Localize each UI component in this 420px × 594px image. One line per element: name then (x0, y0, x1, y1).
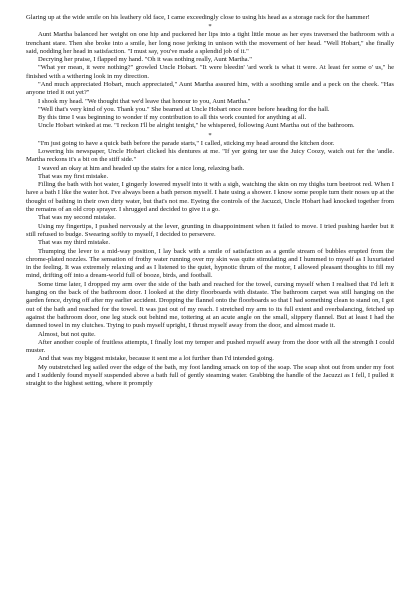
body-paragraph: "And much appreciated Hobart, much appreciated," Aunt Martha assured him, with a soothing smile and a peck on the cheek. "Has anyone tried it out yet?" (26, 80, 394, 97)
body-paragraph: That was my first mistake. (38, 172, 109, 180)
body-paragraph: Filling the bath with hot water, I gingerly lowered myself into it with a sigh, watching the skin on my thighs turn beetroot red. When I have a bath I like the water hot. I've always been a bath person myself. I hate using a shower. I know some people turn their noses up at the thought of bathing in their own dirty water, but that's not me. Eyeing the controls of the Jacuzzi, Uncle Hobart had knocked together from the remains of an old crop sprayer. I shrugged and decided to give it a go. (26, 181, 394, 214)
body-paragraph: Decrying her praise, I flapped my hand. "Oh it was nothing really, Aunt Martha." (38, 56, 252, 64)
body-paragraph: After another couple of fruitless attempts, I finally lost my temper and pushed myself away from the door with all the strength I could muster. (26, 338, 394, 355)
body-paragraph: "What yer mean, it were nothing?" growled Uncle Hobart. "It were bleedin' 'ard work is what it were. At least fer some o' us," he finished with a withering look in my direction. (26, 64, 394, 80)
body-paragraph: Almost, but not quite. (38, 330, 96, 338)
body-paragraph: By this time I was beginning to wonder if my contribution to all this work counted for anything at all. (38, 114, 307, 122)
section-separator: * (208, 131, 212, 139)
body-paragraph: That was my second mistake. (38, 214, 116, 222)
body-paragraph: Lowering his newspaper, Uncle Hobart clicked his dentures at me. "If yer going ter use the Juicy Coozy, watch out fer the 'andle. Martha reckons it's a bit on the stiff side." (26, 147, 394, 164)
body-paragraph: "Well that's very kind of you. Thank you." She beamed at Uncle Hobart once more before heading for the hall. (38, 105, 330, 113)
body-paragraph: And that was my biggest mistake, because it sent me a lot further than I'd intended going. (38, 355, 274, 363)
body-paragraph: Using my fingertips, I pushed nervously at the lever, grunting in disappointment when it failed to move. I tried pushing harder but it still refused to budge. Swearing softly to myself, I decided to persevere. (26, 222, 394, 238)
section-separator: * (208, 23, 212, 31)
body-paragraph: Uncle Hobart winked at me. "I reckon I'll be alright tenight," he whispered, following Aunt Martha out of the bathroom. (38, 122, 355, 130)
body-paragraph: Glaring up at the wide smile on his leathery old face, I came exceedingly close to using his head as a storage rack for the hammer! (26, 14, 370, 21)
body-paragraph: I shook my head. "We thought that we'd leave that honour to you, Aunt Martha." (38, 97, 251, 105)
body-paragraph: My outstretched leg sailed over the edge of the bath, my foot landing smack on top of the soap. The soap shot out from under my foot and I suddenly found myself suspended above a bath full of gently steaming water. Grabbing the handle of the Jacuzzi as I fell, I pulled it straight to the highest setting, where it promptly (26, 363, 394, 388)
body-paragraph: Aunt Martha balanced her weight on one hip and puckered her lips into a tight little moue as her eyes traversed the bathroom with a trenchant stare. Then she broke into a smile, her long nose jerking in unison with the movement of her head. "Well Hobart," she finally said, nodding her head in satisfaction. "I must say, you've made a splendid job of it." (26, 31, 394, 55)
body-paragraph: That was my third mistake. (38, 239, 110, 247)
body-paragraph: I waved an okay at him and headed up the stairs for a nice long, relaxing bath. (38, 164, 245, 172)
body-paragraph: Some time later, I dropped my arm over the side of the bath and reached for the towel, cursing myself when I realised that I'd left it hanging on the back of the bathroom door. I looked at the dirty floorboards with distaste. The bathroom carpet was still hanging on the garden fence, drying off after my earlier accident. Dropping the flannel onto the floorboards so that I had something clean to stand on, I got out of the bath and reached for the towel. It was just out of my reach. I stretched my arm to its full extent and overbalancing, fetched up against the bathroom door, one leg stuck out behind me, tottering at an acute angle on the small, slippery flannel. But at least I had the damned towel in my clutches. Trying to push myself upright, I thrust myself away from the door, and almost made it. (26, 280, 394, 330)
body-paragraph: "I'm just going to have a quick bath before the parade starts," I called, sticking my head around the kitchen door. (38, 139, 335, 147)
body-paragraph: Thumping the lever to a mid-way position, I lay back with a smile of satisfaction as a gentle stream of bubbles erupted from the chrome-plated nozzles. The sensation of frothy water running over my skin was quite stimulating and I hummed to myself as I luxuriated in the feeling. It was extremely relaxing and as I listened to the quiet, hypnotic thrum of the motor, I allowed pleasant thoughts to fill my mind, drifting off into a dream-world full of booze, birds, and football. (26, 247, 394, 280)
